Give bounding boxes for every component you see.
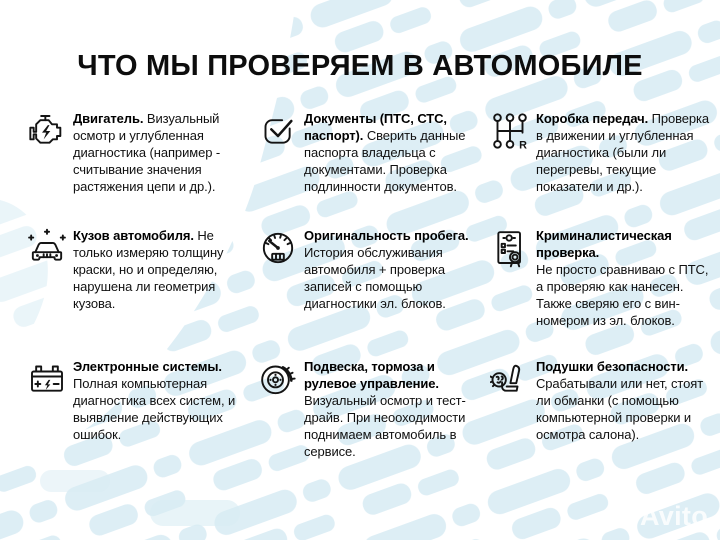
check-text: Подвеска, тормоза и рулевое управление. Визуальный осмотр и тест-драйв. При неооходимости поднимаем автомобиль в сервисе. [304,359,466,459]
check-item-engine [27,110,239,227]
check-item-mileage [258,227,471,358]
avito-watermark-label: Avito [640,501,708,531]
engine-icon [27,111,67,155]
check-item-documents [258,110,471,227]
check-item-gearbox [490,110,713,227]
check-item-forensic [490,227,713,358]
document-check-icon [258,111,298,155]
checks-grid [27,110,713,460]
check-text: Подушки безопасности. Срабатывали или нет, стоят ли обманки (с помощью компьютерной проверки и осмотра салона). [536,359,704,442]
forensic-document-icon [490,228,530,272]
airbag-icon [490,359,530,403]
battery-icon [27,359,67,403]
check-text: Кузов автомобиля. Не только измеряю толщину краски, но и определяю, нарушена ли геометрия кузова. [73,228,224,311]
page-title: ЧТО МЫ ПРОВЕРЯЕМ В АВТОМОБИЛЕ [77,50,643,82]
check-item-car-body [27,227,239,358]
check-text: Документы (ПТС, СТС, паспорт). Сверить данные паспорта владельца с документами. Проверка подлинности документов. [304,111,466,194]
check-text: Коробка передач. Проверка в движении и углубленная диагностика (были ли перегревы, текущие показатели и др.). [536,111,710,194]
avito-watermark [609,501,708,532]
check-text: Криминалистическая проверка. Не просто сравниваю с ПТС, а проверяю как нанесен. Также сверяю его с вин-номером из эл. блоков. [536,228,709,328]
gearbox-icon [490,111,530,155]
check-item-suspension-brakes [258,358,471,460]
check-text: Двигатель. Визуальный осмотр и углубленная диагностика (например - считывание значения растяжения цепи и др.). [73,111,221,194]
speedometer-icon [258,228,298,272]
brake-disc-icon [258,359,298,403]
car-body-icon [27,228,67,272]
avito-logo-icon [609,505,635,529]
check-item-airbags [490,358,713,460]
svg-text:R: R [519,139,527,151]
check-text: Электронные системы. Полная компьютерная диагностика всех систем, и выявление действующих ошибок. [73,359,236,442]
check-item-electronics [27,358,239,460]
check-text: Оригинальность пробега. История обслуживания автомобиля + проверка записей с помощью диагностики эл. блоков. [304,228,469,311]
